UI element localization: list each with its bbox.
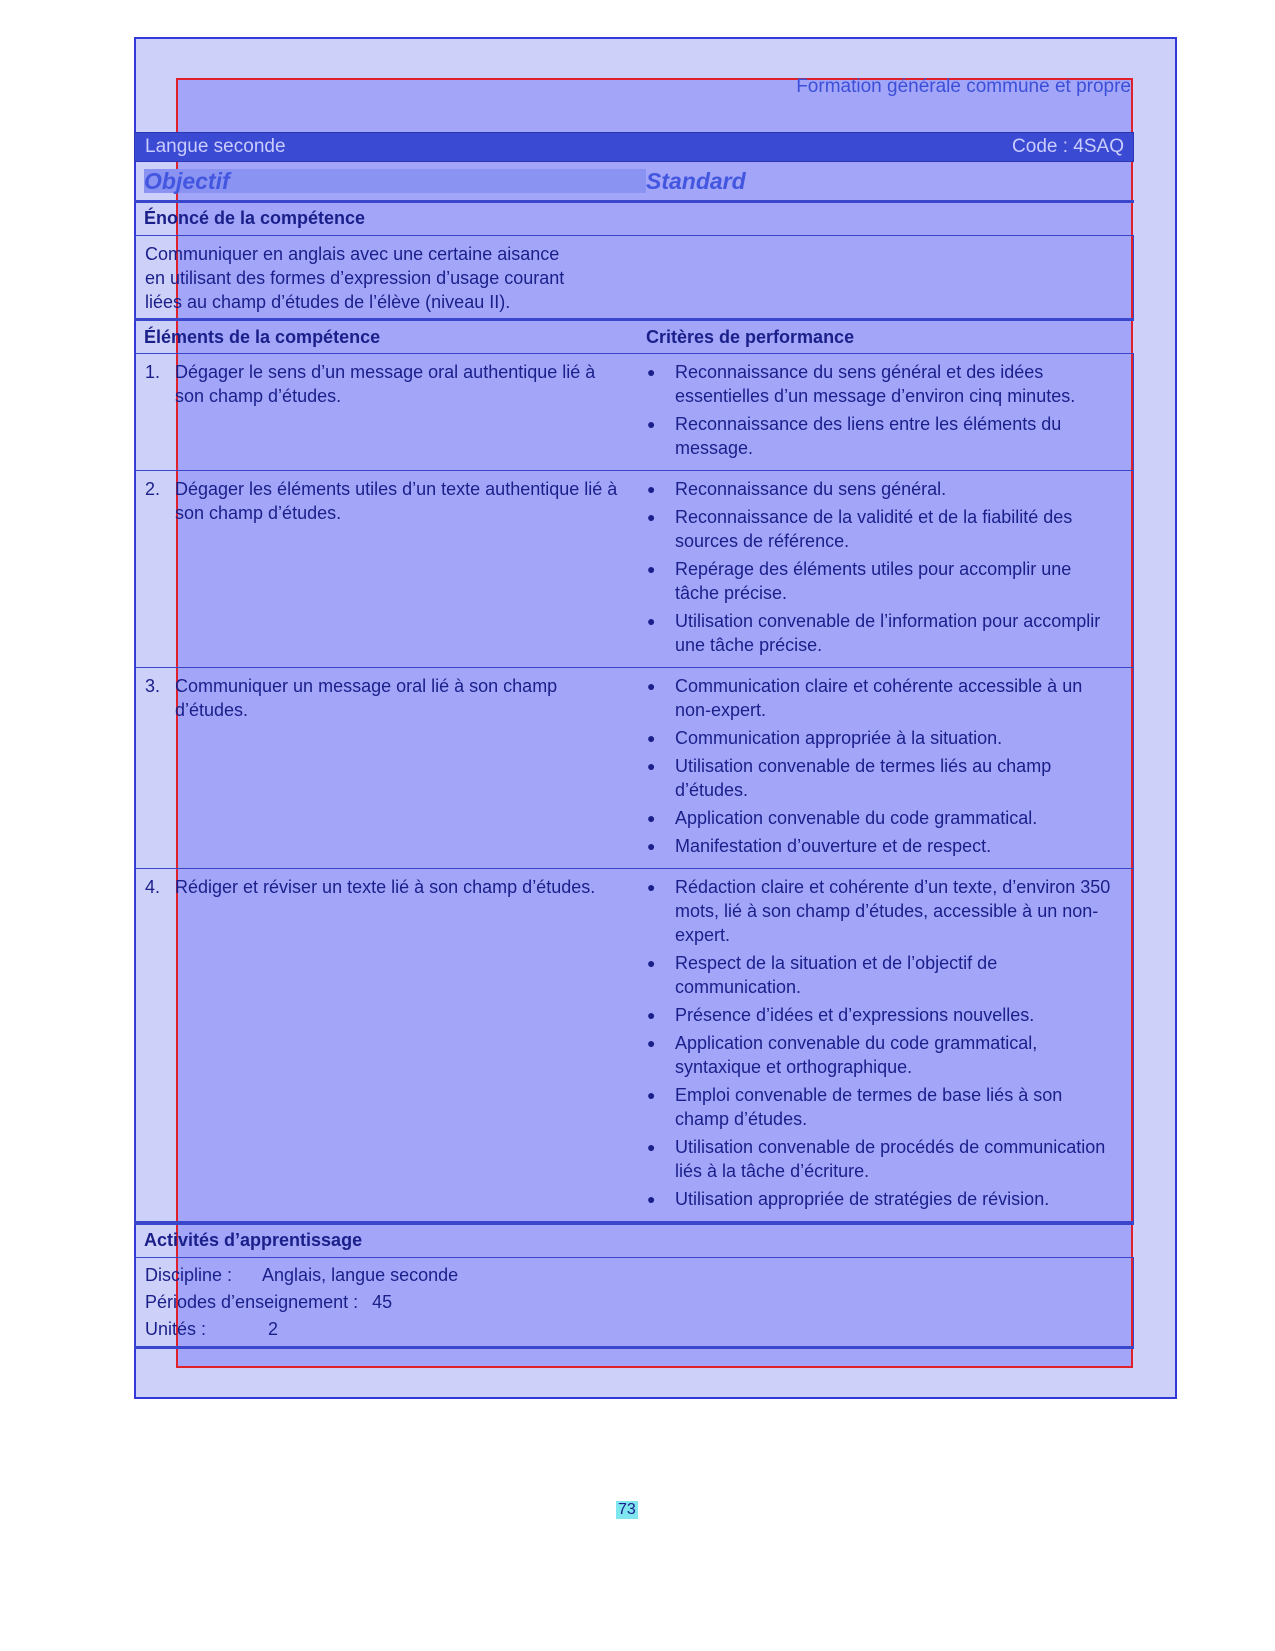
bullet-icon: ●: [647, 416, 656, 432]
bullet-icon: ●: [647, 364, 656, 380]
bullet-icon: ●: [647, 1087, 656, 1103]
bullet-icon: ●: [647, 613, 656, 629]
periodes-label: Périodes d’enseignement :: [145, 1291, 359, 1312]
course-code: Code : 4SAQ: [1012, 136, 1124, 157]
criterion-item: [647, 477, 1117, 501]
criterion-text: Repérage des éléments utiles pour accomplir une tâche précise.: [675, 559, 1072, 603]
bullet-icon: ●: [647, 730, 656, 746]
bullet-icon: ●: [647, 879, 656, 895]
running-head: Formation générale commune et propre: [796, 76, 1131, 97]
criterion-item: [647, 360, 1117, 408]
element-text: Communiquer un message oral lié à son champ d’études.: [175, 676, 558, 720]
enonce-title: Énoncé de la compétence: [134, 200, 1134, 236]
criterion-item: [647, 1187, 1117, 1211]
bullet-icon: ●: [647, 1191, 656, 1207]
criterion-item: [647, 951, 1117, 999]
competence-row: [134, 668, 1134, 869]
element-text: Dégager le sens d’un message oral authentique lié à son champ d’études.: [175, 362, 596, 406]
bullet-icon: ●: [647, 1007, 656, 1023]
criterion-text: Présence d’idées et d’expressions nouvelles.: [675, 1005, 1035, 1025]
element-text: Rédiger et réviser un texte lié à son champ d’études.: [175, 877, 596, 897]
criteria-cell: [647, 875, 1117, 1215]
criterion-text: Communication claire et cohérente accessible à un non-expert.: [675, 676, 1083, 720]
criterion-item: [647, 1083, 1117, 1131]
criterion-text: Emploi convenable de termes de base liés à son champ d’études.: [675, 1085, 1063, 1129]
element-number: 2.: [145, 479, 161, 499]
bullet-icon: ●: [647, 1139, 656, 1155]
criterion-text: Utilisation appropriée de stratégies de révision.: [675, 1189, 1050, 1209]
bullet-icon: ●: [647, 509, 656, 525]
criterion-item: [647, 726, 1117, 750]
bullet-icon: ●: [647, 758, 656, 774]
criteria-cell: [647, 674, 1117, 862]
criterion-text: Reconnaissance des liens entre les éléments du message.: [675, 414, 1062, 458]
criterion-text: Utilisation convenable de procédés de communication liés à la tâche d’écriture.: [675, 1137, 1106, 1181]
criterion-item: [647, 557, 1117, 605]
competence-row: [134, 354, 1134, 471]
criterion-item: [647, 609, 1117, 657]
criterion-item: [647, 1031, 1117, 1079]
criterion-item: [647, 875, 1117, 947]
bullet-icon: ●: [647, 481, 656, 497]
criterion-text: Reconnaissance du sens général et des idées essentielles d’un message d’environ cinq minutes.: [675, 362, 1076, 406]
criterion-item: [647, 806, 1117, 830]
criterion-text: Utilisation convenable de l’information pour accomplir une tâche précise.: [675, 611, 1101, 655]
element-cell: [145, 360, 647, 464]
bullet-icon: ●: [647, 955, 656, 971]
criterion-item: [647, 412, 1117, 460]
objectif-standard-header: [134, 162, 1134, 200]
bullet-icon: ●: [647, 838, 656, 854]
discipline-value: Anglais, langue seconde: [262, 1264, 459, 1285]
bullet-icon: ●: [647, 1035, 656, 1051]
unites-value: 2: [268, 1318, 279, 1339]
element-cell: [145, 875, 647, 1215]
standard-label: Standard: [646, 168, 746, 194]
element-text: Dégager les éléments utiles d’un texte authentique lié à son champ d’études.: [175, 479, 618, 523]
activities-body: [134, 1258, 1134, 1349]
criterion-item: [647, 505, 1117, 553]
criteria-column-header: Critères de performance: [646, 327, 855, 347]
criterion-item: [647, 1003, 1117, 1027]
enonce-line: Communiquer en anglais avec une certaine aisance: [145, 244, 560, 264]
criterion-text: Respect de la situation et de l’objectif de communication.: [675, 953, 998, 997]
subject-label: Langue seconde: [145, 136, 286, 157]
criteria-cell: [647, 477, 1117, 661]
criterion-text: Application convenable du code grammatical.: [675, 808, 1038, 828]
competence-row: [134, 869, 1134, 1222]
elements-column-header: Éléments de la compétence: [144, 327, 381, 347]
activities-title: Activités d’apprentissage: [134, 1222, 1134, 1258]
criterion-text: Reconnaissance du sens général.: [675, 479, 947, 499]
criteria-cell: [647, 360, 1117, 464]
criterion-text: Utilisation convenable de termes liés au champ d’études.: [675, 756, 1052, 800]
periodes-value: 45: [372, 1291, 393, 1312]
element-cell: [145, 674, 647, 862]
enonce-line: liées au champ d’études de l’élève (niveau II).: [145, 292, 511, 312]
element-cell: [145, 477, 647, 661]
criterion-text: Application convenable du code grammatical, syntaxique et orthographique.: [675, 1033, 1038, 1077]
objectif-label: Objectif: [144, 169, 646, 193]
enonce-body: [134, 236, 1134, 318]
unites-label: Unités :: [145, 1318, 207, 1339]
bullet-icon: ●: [647, 678, 656, 694]
bullet-icon: ●: [647, 810, 656, 826]
course-sheet: [134, 132, 1134, 1349]
competence-row: [134, 471, 1134, 668]
code-bar: [134, 132, 1134, 162]
criterion-item: [647, 674, 1117, 722]
element-number: 1.: [145, 362, 161, 382]
periodes-line: [145, 1288, 1123, 1315]
criterion-item: [647, 834, 1117, 858]
bullet-icon: ●: [647, 561, 656, 577]
enonce-line: en utilisant des formes d’expression d’usage courant: [145, 268, 565, 288]
activities-section: [134, 1222, 1134, 1349]
criterion-text: Manifestation d’ouverture et de respect.: [675, 836, 992, 856]
element-number: 3.: [145, 676, 161, 696]
competence-table: [134, 354, 1134, 1222]
criterion-item: [647, 754, 1117, 802]
unites-line: [145, 1315, 1123, 1342]
element-number: 4.: [145, 877, 161, 897]
page-number: 73: [618, 1501, 636, 1518]
competence-table-header: [134, 318, 1134, 354]
discipline-line: [145, 1261, 1123, 1288]
criterion-text: Reconnaissance de la validité et de la fiabilité des sources de référence.: [675, 507, 1073, 551]
criterion-text: Rédaction claire et cohérente d’un texte, d’environ 350 mots, lié à son champ d’études, accessible à un non-expert.: [675, 877, 1111, 945]
criterion-text: Communication appropriée à la situation.: [675, 728, 1003, 748]
criterion-item: [647, 1135, 1117, 1183]
discipline-label: Discipline :: [145, 1264, 233, 1285]
